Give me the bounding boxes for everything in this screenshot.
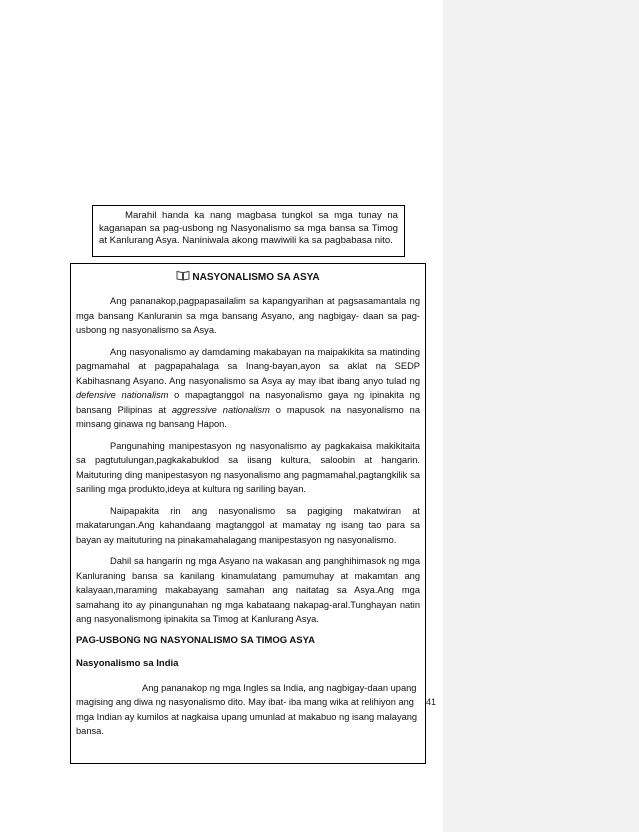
lesson-title: NASYONALISMO SA ASYA: [192, 272, 320, 283]
intro-box: [92, 205, 405, 257]
section-heading-india: Nasyonalismo sa India: [76, 658, 179, 669]
term-aggressive-nationalism: aggressive nationalism: [171, 404, 270, 415]
paragraph-5: Dahil sa hangarin ng mga Asyano na wakasan ang panghihimasok ng mga Kanluraning bansa sa kanilang kinamulatang pamumuhay at makamtan ang kalayaan,maraming makabayang samahan ang naitatag sa Asya.Ang mga samahang ito ay pinangunahan ng mga kabataang nakapag-aral.Tunghayan natin ang nasyonalismong ipinakita sa Timog at Kanlurang Asya.: [76, 556, 420, 624]
paragraph-2: [76, 345, 420, 432]
paragraph-india: Ang pananakop ng mga Ingles sa India, ang nagbigay-daan upang magising ang diwa ng nasyonalismo dito. May ibat- iba mang wika at relihiyon ang mga Indian ay kumilos at nagkaisa upang umunlad at makabuo ng isang malayang bansa.: [76, 682, 418, 736]
paragraph-2-part-c: o mapusok na nasyonalismo na minsang ginawa ng bansang Hapon.: [76, 404, 420, 429]
paragraph-3: Pangunahing manipestasyon ng nasyonalismo ay pagkakaisa makikitaita sa pagtutulungan,pagkakabuklod sa iisang kultura, saloobin at hangarin. Maituturing ding manipestasyon ng nasyonalismo ang pagmamahal,pagtangkilik sa sariling mga produkto,ideya at kultura ng sariling bayan.: [76, 440, 420, 494]
lesson-body: [76, 294, 420, 746]
paragraph-2-part-b: o mapagtanggol na nasyonalismo gaya ng ipinakita ng bansang Pilipinas at: [76, 390, 420, 415]
india-section: [76, 681, 420, 739]
comment-sidebar: [443, 0, 639, 832]
lesson-box: [70, 263, 426, 764]
page-number: 41: [426, 697, 437, 707]
section-heading-timog-asya: PAG-USBONG NG NASYONALISMO SA TIMOG ASYA: [76, 634, 315, 646]
intro-text: Marahil handa ka nang magbasa tungkol sa mga tunay na kaganapan sa pag-usbong ng Nasyonalismo sa mga bansa sa Timog at Kanlurang Asya. Naniniwala akong mawiwili ka sa pagbabasa nito.: [99, 210, 398, 246]
paragraph-1: Ang pananakop,pagpapasailalim sa kapangyarihan at pagsasamantala ng mga bansang Kanluranin sa mga bansang Asyano, ang nagbigay- daan sa pag-usbong ng nasyonalismo sa Asya.: [76, 296, 420, 335]
book-icon: [176, 270, 190, 281]
paragraph-4: Naipapakita rin ang nasyonalismo sa pagiging makatwiran at makatarungan.Ang kahandaang magtanggol at mamatay ng isang tao para sa bayan ay maituturing na pinakamahalagang manipestasyon ng nasyonalismo.: [76, 505, 420, 545]
lesson-title-row: [71, 270, 425, 283]
term-defensive-nationalism: defensive nationalism: [76, 390, 169, 400]
paragraph-2-part-a: Ang nasyonalismo ay damdaming makabayan na maipakikita sa matinding pagmamahal at pagpapahalaga sa Inang-bayan,ayon sa aklat na SEDP Kabihasnang Asyano. Ang nasyonalismo sa Asya ay may ibat ibang anyo tulad ng: [76, 346, 420, 386]
